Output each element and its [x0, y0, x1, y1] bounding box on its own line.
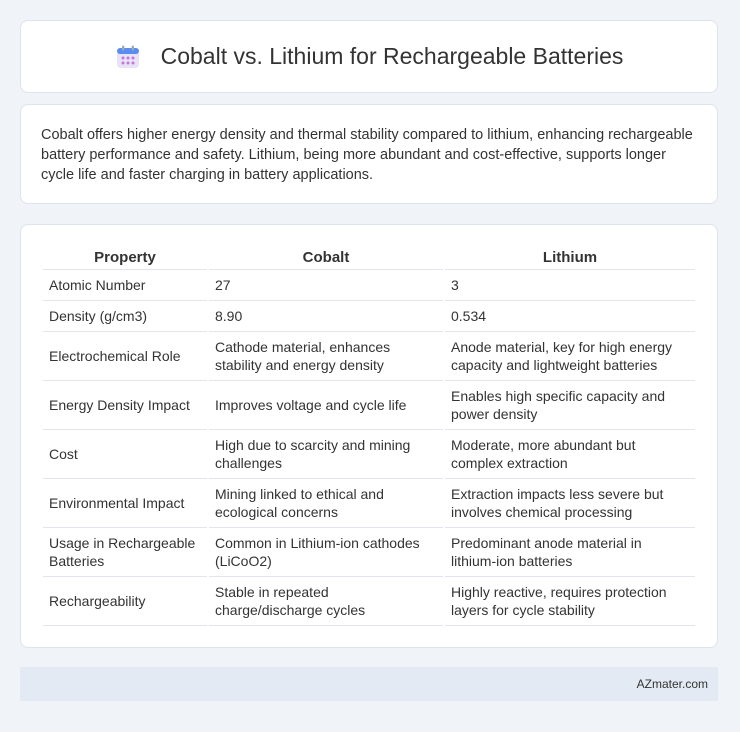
- property-cell: Energy Density Impact: [43, 381, 207, 430]
- comparison-table: [41, 245, 697, 626]
- table-row: [43, 577, 695, 626]
- lithium-cell: 3: [445, 270, 695, 301]
- calendar-icon: [115, 44, 141, 70]
- cobalt-cell: High due to scarcity and mining challenges: [209, 430, 443, 479]
- lithium-cell: 0.534: [445, 301, 695, 332]
- table-row: [43, 430, 695, 479]
- property-cell: Cost: [43, 430, 207, 479]
- lithium-cell: Anode material, key for high energy capacity and lightweight batteries: [445, 332, 695, 381]
- property-cell: Electrochemical Role: [43, 332, 207, 381]
- header-property: Property: [43, 245, 207, 270]
- header-card: [20, 20, 718, 93]
- cobalt-cell: Cathode material, enhances stability and energy density: [209, 332, 443, 381]
- property-cell: Atomic Number: [43, 270, 207, 301]
- table-row: [43, 270, 695, 301]
- cobalt-cell: Improves voltage and cycle life: [209, 381, 443, 430]
- property-cell: Usage in Rechargeable Batteries: [43, 528, 207, 577]
- footer: [20, 667, 718, 701]
- cobalt-cell: 27: [209, 270, 443, 301]
- property-cell: Environmental Impact: [43, 479, 207, 528]
- lithium-cell: Extraction impacts less severe but involves chemical processing: [445, 479, 695, 528]
- table-row: [43, 528, 695, 577]
- cobalt-cell: 8.90: [209, 301, 443, 332]
- table-header-row: [43, 245, 695, 270]
- summary-text: Cobalt offers higher energy density and thermal stability compared to lithium, enhancing rechargeable battery performance and safety. Lithium, being more abundant and cost-effective, supports longer cycle life and faster charging in battery applications.: [41, 127, 693, 183]
- cobalt-cell: Stable in repeated charge/discharge cycles: [209, 577, 443, 626]
- header-cobalt: Cobalt: [209, 245, 443, 270]
- table-row: [43, 479, 695, 528]
- cobalt-cell: Mining linked to ethical and ecological concerns: [209, 479, 443, 528]
- page-title: Cobalt vs. Lithium for Rechargeable Batteries: [160, 43, 624, 69]
- property-cell: Density (g/cm3): [43, 301, 207, 332]
- table-row: [43, 301, 695, 332]
- lithium-cell: Predominant anode material in lithium-ion batteries: [445, 528, 695, 577]
- comparison-table-card: [20, 224, 718, 648]
- table-row: [43, 381, 695, 430]
- property-cell: Rechargeability: [43, 577, 207, 626]
- header-lithium: Lithium: [445, 245, 695, 270]
- title-wrap: [115, 43, 624, 70]
- cobalt-cell: Common in Lithium-ion cathodes (LiCoO2): [209, 528, 443, 577]
- footer-site-label: AZmater.com: [636, 677, 708, 691]
- lithium-cell: Enables high specific capacity and power density: [445, 381, 695, 430]
- table-row: [43, 332, 695, 381]
- lithium-cell: Moderate, more abundant but complex extraction: [445, 430, 695, 479]
- lithium-cell: Highly reactive, requires protection layers for cycle stability: [445, 577, 695, 626]
- summary-card: [20, 104, 718, 204]
